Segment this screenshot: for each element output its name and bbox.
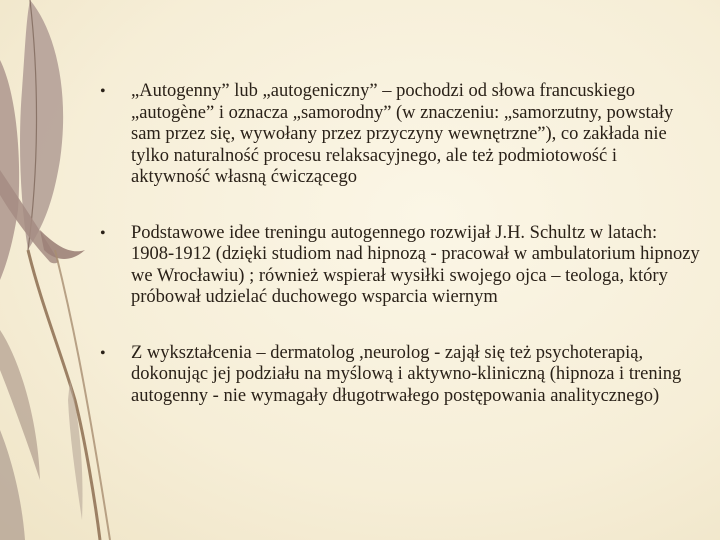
bullet-marker: • <box>100 344 106 362</box>
leaf-lower-2 <box>0 430 25 540</box>
bullet-text: Podstawowe idee treningu autogennego rozwijał J.H. Schultz w latach: 1908-1912 (dzięki studiom nad hipnozą - pracował w ambulatorium hipnozy we Wrocławiu) ; również wspierał wysiłki swojego ojca – teologa, który próbował udzielać duchowego wsparcia wiernym <box>131 222 700 307</box>
bullet-marker: • <box>100 224 106 242</box>
bullet-item-wyksztalcenie <box>100 343 700 408</box>
stem <box>28 250 100 540</box>
bullet-item-autogenny <box>100 81 700 189</box>
bullet-marker: • <box>100 83 106 100</box>
bullet-item-schultz <box>100 223 700 309</box>
bullet-text: Z wykształcenia – dermatolog ,neurolog - zajął się też psychoterapią, dokonując jej podziału na myślową i aktywno-kliniczną (hipnoza i trening autogenny - nie wymagały długotrwałego postępowania analitycznego) <box>131 342 682 406</box>
bullet-text: „Autogenny” lub „autogeniczny” – pochodzi od słowa francuskiego „autogène” i oznacza „samorodny” (w znaczeniu: „samorzutny, powstały sam przez się, wywołany przez przyczyny wewnętrzne”), co zakłada nie tylko naturalność procesu relaksacyjnego, ale też podmiotowość i aktywność własną ćwiczącego <box>131 81 674 187</box>
bullet-list <box>100 81 700 407</box>
leaf-left <box>0 60 19 280</box>
